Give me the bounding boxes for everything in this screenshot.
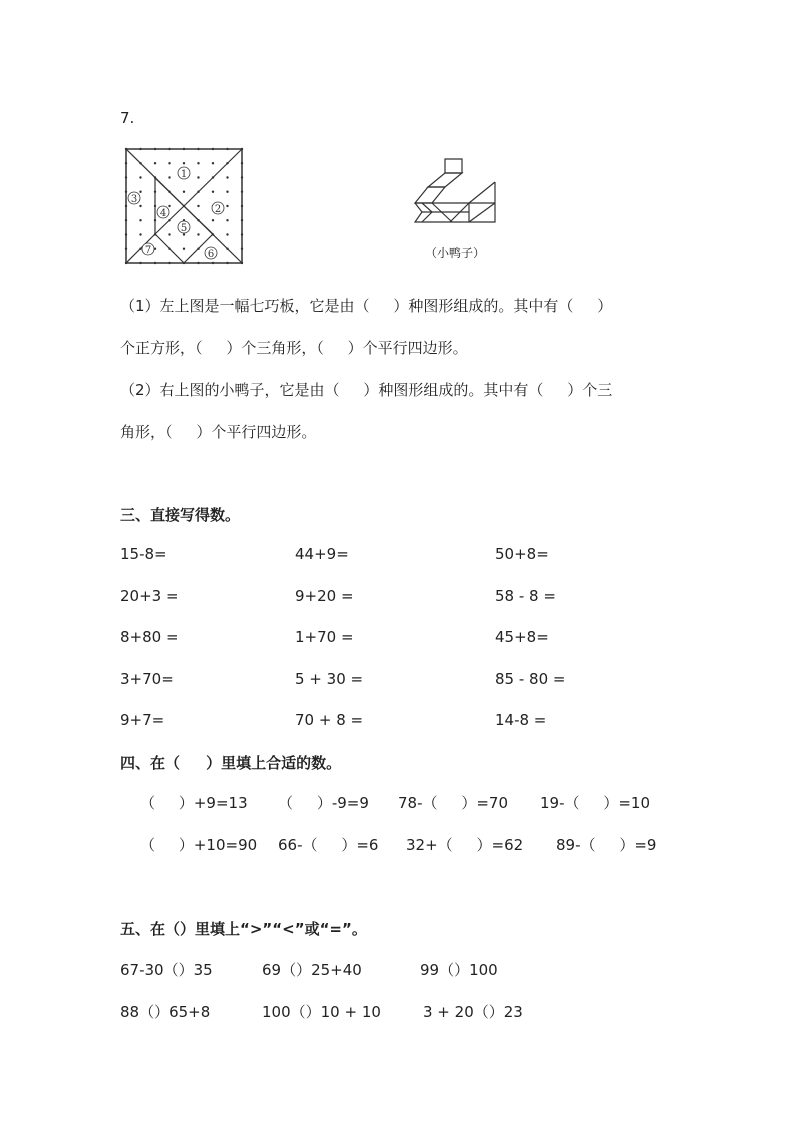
calc-item: 85 - 80 = bbox=[495, 670, 566, 688]
calc-item: 44+9= bbox=[295, 545, 349, 563]
calc-item: 14-8 = bbox=[495, 711, 547, 729]
calc-item: 5 + 30 = bbox=[295, 670, 364, 688]
q2-line1: （2）右上图的小鸭子，它是由（ ）种图形组成的。其中有（ ）个三 bbox=[120, 381, 613, 399]
calc-item: 9+20 = bbox=[295, 587, 354, 605]
calc-item: 3+70= bbox=[120, 670, 174, 688]
tangram-label-1: 1 bbox=[180, 169, 188, 180]
tangram-label-5: 5 bbox=[180, 223, 188, 234]
compare-item: 3 + 20（）23 bbox=[423, 1003, 523, 1021]
fill-item: 66-（ ）=6 bbox=[278, 836, 379, 854]
compare-item: 88（）65+8 bbox=[120, 1003, 211, 1021]
tangram-label-3: 3 bbox=[130, 194, 138, 205]
fill-item: （ ）+9=13 bbox=[140, 794, 248, 812]
tangram-label-4: 4 bbox=[159, 208, 167, 219]
fill-item: 89-（ ）=9 bbox=[556, 836, 657, 854]
section4-heading: 四、在（ ）里填上合适的数。 bbox=[120, 754, 342, 772]
calc-item: 1+70 = bbox=[295, 628, 354, 646]
fill-item: （ ）+10=90 bbox=[140, 836, 258, 854]
calc-item: 50+8= bbox=[495, 545, 549, 563]
q1-line2: 个正方形，（ ）个三角形，（ ）个平行四边形。 bbox=[120, 339, 468, 357]
tangram-label-2: 2 bbox=[214, 204, 222, 215]
calc-item: 9+7= bbox=[120, 711, 165, 729]
duck-figure bbox=[405, 155, 505, 230]
section3-heading: 三、直接写得数。 bbox=[120, 506, 241, 524]
compare-item: 67-30（）35 bbox=[120, 961, 213, 979]
tangram-figure bbox=[124, 147, 246, 265]
fill-item: 78-（ ）=70 bbox=[398, 794, 508, 812]
tangram-label-7: 7 bbox=[144, 245, 152, 256]
problem-number: 7. bbox=[120, 109, 135, 127]
section5-heading: 五、在（）里填上“>”“<”或“=”。 bbox=[120, 920, 367, 938]
calc-item: 15-8= bbox=[120, 545, 167, 563]
compare-item: 99（）100 bbox=[420, 961, 498, 979]
calc-item: 58 - 8 = bbox=[495, 587, 556, 605]
compare-item: 100（）10 + 10 bbox=[262, 1003, 381, 1021]
fill-item: 19-（ ）=10 bbox=[540, 794, 650, 812]
compare-item: 69（）25+40 bbox=[262, 961, 362, 979]
calc-item: 20+3 = bbox=[120, 587, 179, 605]
q2-line2: 角形，（ ）个平行四边形。 bbox=[120, 423, 317, 441]
calc-item: 8+80 = bbox=[120, 628, 179, 646]
tangram-label-6: 6 bbox=[207, 249, 215, 260]
calc-item: 70 + 8 = bbox=[295, 711, 364, 729]
fill-item: 32+（ ）=62 bbox=[406, 836, 524, 854]
q1-line1: （1）左上图是一幅七巧板，它是由（ ）种图形组成的。其中有（ ） bbox=[120, 297, 613, 315]
fill-item: （ ）-9=9 bbox=[278, 794, 369, 812]
calc-item: 45+8= bbox=[495, 628, 549, 646]
duck-caption: （小鸭子） bbox=[425, 246, 486, 260]
